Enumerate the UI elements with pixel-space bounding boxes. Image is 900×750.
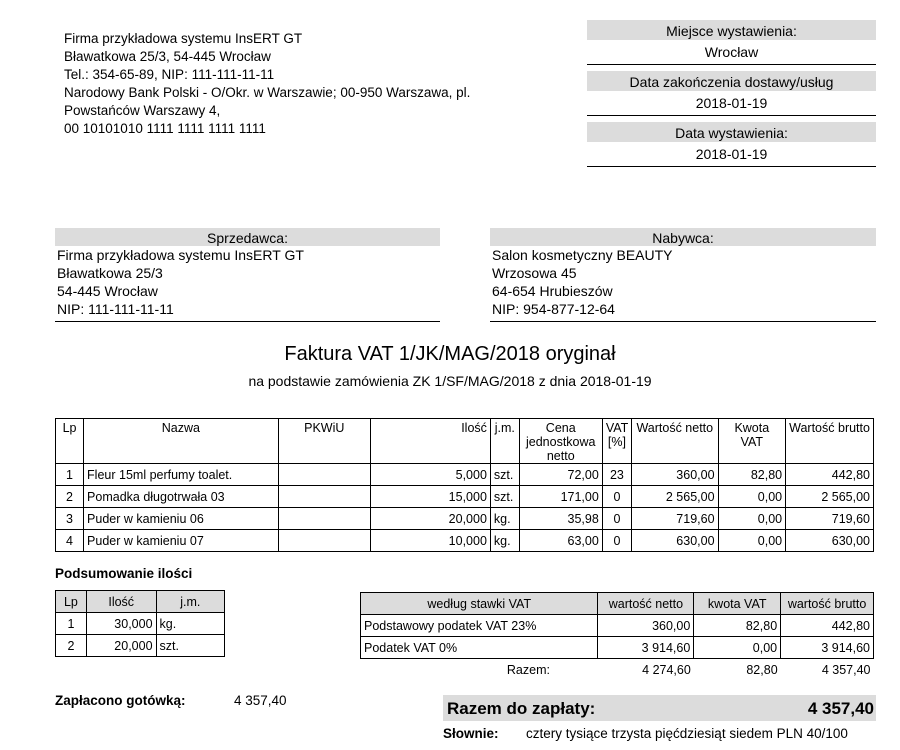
table-row bbox=[56, 635, 225, 657]
total-to-pay bbox=[443, 695, 876, 721]
table-row bbox=[56, 486, 874, 508]
issuer-line: Narodowy Bank Polski - O/Okr. w Warszawie; 00-950 Warszawa, pl. bbox=[64, 85, 471, 100]
seller-line: 54-445 Wrocław bbox=[57, 283, 158, 299]
table-row bbox=[361, 637, 874, 659]
document-subtitle: na podstawie zamówienia ZK 1/SF/MAG/2018 z dnia 2018-01-19 bbox=[248, 373, 652, 389]
cell-vat-amount: 0,00 bbox=[718, 508, 786, 530]
cell-qty: 20,000 bbox=[370, 508, 490, 530]
seller-line: Bławatkowa 25/3 bbox=[57, 265, 163, 281]
col-vat-amount: Kwota VAT bbox=[718, 419, 786, 464]
buyer-block bbox=[490, 228, 876, 322]
issuer-line: Tel.: 354-65-89, NIP: 111-111-11-11 bbox=[64, 67, 275, 82]
table-row bbox=[361, 615, 874, 637]
buyer-line: NIP: 954-877-12-64 bbox=[492, 301, 615, 317]
seller-block bbox=[55, 228, 440, 322]
col-lp: Lp bbox=[56, 419, 84, 464]
cell-net: 719,60 bbox=[632, 508, 718, 530]
col-lp: Lp bbox=[56, 591, 87, 613]
cell-gross: 630,00 bbox=[786, 530, 874, 552]
col-qty: Ilość bbox=[86, 591, 156, 613]
cell-pkwiu bbox=[278, 486, 370, 508]
to-pay-label: Razem do zapłaty: bbox=[447, 699, 596, 718]
cell-lp: 1 bbox=[56, 464, 84, 486]
seller-label: Sprzedawca: bbox=[55, 228, 440, 246]
cell-pkwiu bbox=[278, 508, 370, 530]
buyer-line: Salon kosmetyczny BEAUTY bbox=[492, 247, 673, 263]
cell-unit: szt. bbox=[156, 635, 224, 657]
vat-total-row bbox=[361, 659, 874, 681]
cell-price: 63,00 bbox=[519, 530, 602, 552]
col-unit: j.m. bbox=[490, 419, 519, 464]
cell-qty: 30,000 bbox=[86, 613, 156, 635]
cell-lp: 2 bbox=[56, 635, 87, 657]
col-vat: VAT [%] bbox=[602, 419, 631, 464]
cell-price: 171,00 bbox=[519, 486, 602, 508]
col-net: wartość netto bbox=[598, 593, 694, 615]
cell-gross: 2 565,00 bbox=[786, 486, 874, 508]
cell-name: Puder w kamieniu 06 bbox=[84, 508, 279, 530]
cell-vat: 0 bbox=[602, 530, 631, 552]
issuer-line: Powstańców Warszawy 4, bbox=[64, 103, 221, 118]
cell-vat: 0 bbox=[602, 486, 631, 508]
document-title: Faktura VAT 1/JK/MAG/2018 oryginał bbox=[284, 343, 616, 365]
vat-summary-table bbox=[360, 592, 874, 680]
col-qty: Ilość bbox=[370, 419, 490, 464]
seller-line: Firma przykładowa systemu InsERT GT bbox=[57, 247, 304, 263]
cell-gross: 442,80 bbox=[781, 615, 874, 637]
issuer-line: 00 10101010 1111 1111 1111 1111 bbox=[64, 121, 266, 136]
cell-unit: szt. bbox=[490, 486, 519, 508]
issuer-block bbox=[64, 30, 470, 138]
cell-lp: 3 bbox=[56, 508, 84, 530]
cell-name: Puder w kamieniu 07 bbox=[84, 530, 279, 552]
cell-lp: 4 bbox=[56, 530, 84, 552]
cell-qty: 5,000 bbox=[370, 464, 490, 486]
cell-vat: 0 bbox=[602, 508, 631, 530]
buyer-line: Wrzosowa 45 bbox=[492, 265, 577, 281]
place-value: Wrocław bbox=[587, 40, 876, 65]
total-label: Razem: bbox=[506, 662, 550, 677]
cell-qty: 15,000 bbox=[370, 486, 490, 508]
total-net: 4 274,60 bbox=[642, 662, 691, 677]
delivery-date-value: 2018-01-19 bbox=[587, 91, 876, 116]
col-unit: j.m. bbox=[156, 591, 224, 613]
qty-summary-table bbox=[55, 590, 225, 657]
cell-name: Pomadka długotrwała 03 bbox=[84, 486, 279, 508]
col-vat-amount: kwota VAT bbox=[694, 593, 781, 615]
col-gross: Wartość brutto bbox=[786, 419, 874, 464]
col-gross: wartość brutto bbox=[781, 593, 874, 615]
to-pay-value: 4 357,40 bbox=[807, 699, 874, 718]
cell-vat: 23 bbox=[602, 464, 631, 486]
table-row bbox=[56, 530, 874, 552]
col-net: Wartość netto bbox=[632, 419, 718, 464]
issue-date-label: Data wystawienia: bbox=[587, 122, 876, 142]
cell-vat-amount: 82,80 bbox=[718, 464, 786, 486]
cell-unit: szt. bbox=[490, 464, 519, 486]
cell-unit: kg. bbox=[156, 613, 224, 635]
cell-lp: 2 bbox=[56, 486, 84, 508]
cell-price: 35,98 bbox=[519, 508, 602, 530]
cell-net: 360,00 bbox=[632, 464, 718, 486]
words-label: Słownie: bbox=[443, 726, 499, 741]
delivery-date-label: Data zakończenia dostawy/usług bbox=[587, 71, 876, 91]
seller-line: NIP: 111-111-11-11 bbox=[57, 301, 174, 317]
col-name: Nazwa bbox=[84, 419, 279, 464]
col-pkwiu: PKWiU bbox=[278, 419, 370, 464]
cell-pkwiu bbox=[278, 530, 370, 552]
issue-date-value: 2018-01-19 bbox=[587, 142, 876, 167]
cell-rate: Podatek VAT 0% bbox=[361, 637, 598, 659]
cell-name: Fleur 15ml perfumy toalet. bbox=[84, 464, 279, 486]
cell-net: 2 565,00 bbox=[632, 486, 718, 508]
cell-vat-amount: 82,80 bbox=[694, 615, 781, 637]
issuer-line: Firma przykładowa systemu InsERT GT bbox=[64, 31, 303, 46]
cell-unit: kg. bbox=[490, 530, 519, 552]
table-row bbox=[56, 508, 874, 530]
col-price: Cena jednostkowa netto bbox=[519, 419, 602, 464]
cell-qty: 20,000 bbox=[86, 635, 156, 657]
cell-net: 360,00 bbox=[598, 615, 694, 637]
paid-label: Zapłacono gotówką: bbox=[55, 693, 186, 708]
total-gross: 4 357,40 bbox=[821, 662, 871, 677]
cell-vat-amount: 0,00 bbox=[694, 637, 781, 659]
paid-value: 4 357,40 bbox=[234, 693, 287, 708]
cell-pkwiu bbox=[278, 464, 370, 486]
col-rate: według stawki VAT bbox=[361, 593, 598, 615]
invoice-meta bbox=[587, 20, 876, 173]
cell-net: 630,00 bbox=[632, 530, 718, 552]
cell-rate: Podstawowy podatek VAT 23% bbox=[361, 615, 598, 637]
cell-qty: 10,000 bbox=[370, 530, 490, 552]
cell-vat-amount: 0,00 bbox=[718, 530, 786, 552]
cell-gross: 442,80 bbox=[786, 464, 874, 486]
cell-net: 3 914,60 bbox=[598, 637, 694, 659]
qty-summary-title: Podsumowanie ilości bbox=[55, 566, 193, 581]
cell-vat-amount: 0,00 bbox=[718, 486, 786, 508]
table-row bbox=[56, 613, 225, 635]
cell-lp: 1 bbox=[56, 613, 87, 635]
cell-unit: kg. bbox=[490, 508, 519, 530]
words-value: cztery tysiące trzysta pięćdziesiąt siedem PLN 40/100 bbox=[526, 726, 848, 741]
place-label: Miejsce wystawienia: bbox=[587, 20, 876, 40]
cell-gross: 3 914,60 bbox=[781, 637, 874, 659]
issuer-line: Bławatkowa 25/3, 54-445 Wrocław bbox=[64, 49, 271, 64]
cell-price: 72,00 bbox=[519, 464, 602, 486]
buyer-line: 64-654 Hrubieszów bbox=[492, 283, 613, 299]
cell-gross: 719,60 bbox=[786, 508, 874, 530]
total-vat: 82,80 bbox=[746, 662, 778, 677]
items-table bbox=[55, 418, 874, 552]
buyer-label: Nabywca: bbox=[490, 228, 876, 246]
table-row bbox=[56, 464, 874, 486]
